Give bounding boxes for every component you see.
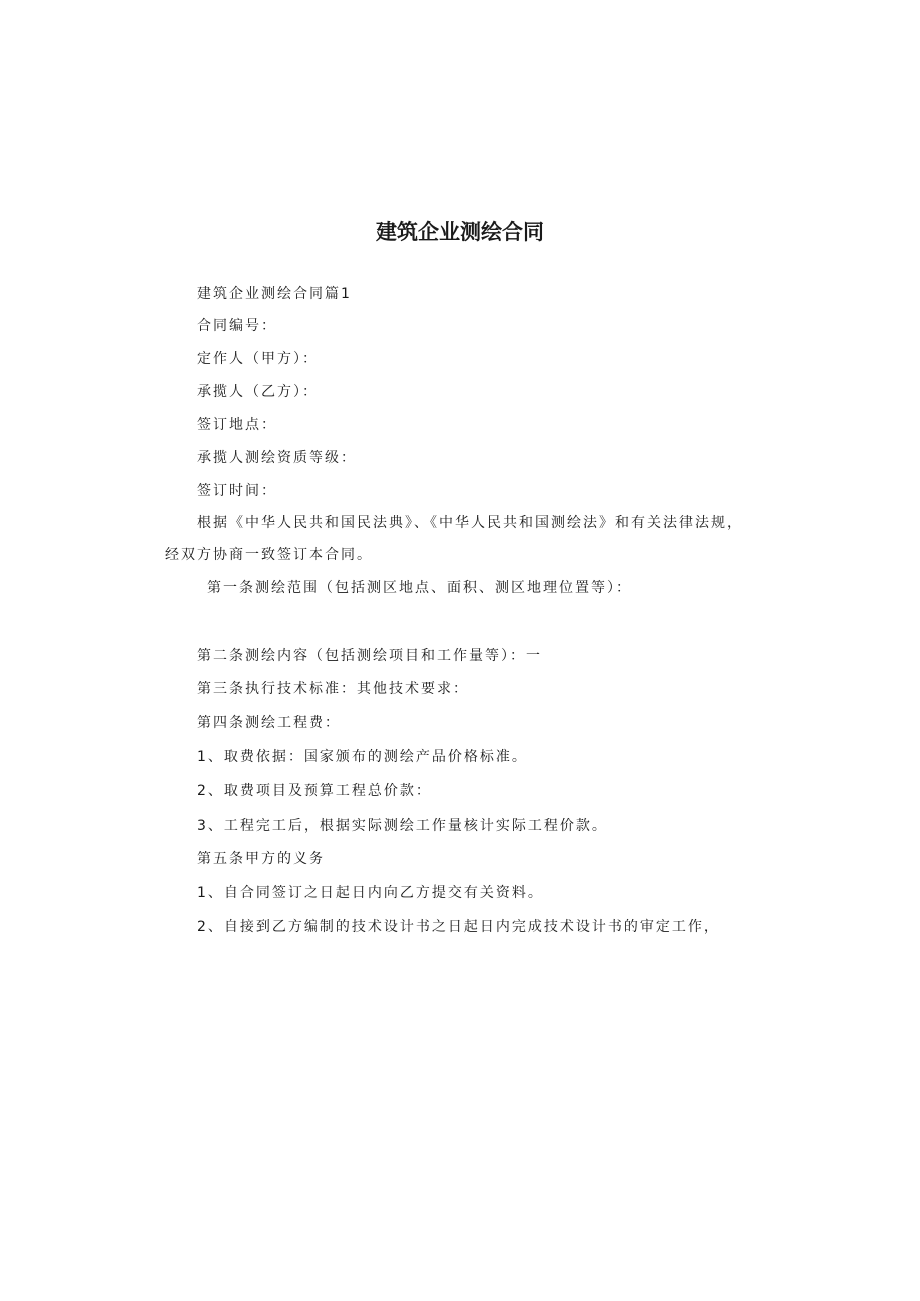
article-4-item-1: 1、取费依据：国家颁布的测绘产品价格标准。 [197, 749, 528, 765]
signing-place-label: 签订地点： [197, 417, 277, 433]
preamble-line-1: 根据《中华人民共和国民法典》、《中华人民共和国测绘法》和有关法律法规， [197, 515, 743, 531]
signing-time-label: 签订时间： [197, 483, 277, 499]
article-5: 第五条甲方的义务 [197, 851, 325, 867]
contract-number-label: 合同编号： [197, 318, 277, 334]
section-heading: 建筑企业测绘合同篇1 [197, 286, 352, 302]
article-1: 第一条测绘范围（包括测区地点、面积、测区地理位置等）： [207, 580, 632, 596]
qualification-label: 承揽人测绘资质等级： [197, 450, 357, 466]
party-b-label: 承揽人（乙方）： [197, 384, 318, 400]
preamble-line-2: 经双方协商一致签订本合同。 [165, 547, 373, 563]
article-5-item-2: 2、自接到乙方编制的技术设计书之日起日内完成技术设计书的审定工作， [197, 919, 720, 935]
party-a-label: 定作人（甲方）： [197, 351, 318, 367]
article-4-item-3: 3、工程完工后，根据实际测绘工作量核计实际工程价款。 [197, 818, 608, 834]
article-4-item-2: 2、取费项目及预算工程总价款： [197, 783, 432, 799]
article-5-item-1: 1、自合同签订之日起日内向乙方提交有关资料。 [197, 885, 544, 901]
article-4: 第四条测绘工程费： [197, 715, 341, 731]
article-3: 第三条执行技术标准：其他技术要求： [197, 681, 469, 697]
document-title: 建筑企业测绘合同 [376, 220, 544, 244]
article-2: 第二条测绘内容（包括测绘项目和工作量等）：一 [197, 648, 542, 664]
